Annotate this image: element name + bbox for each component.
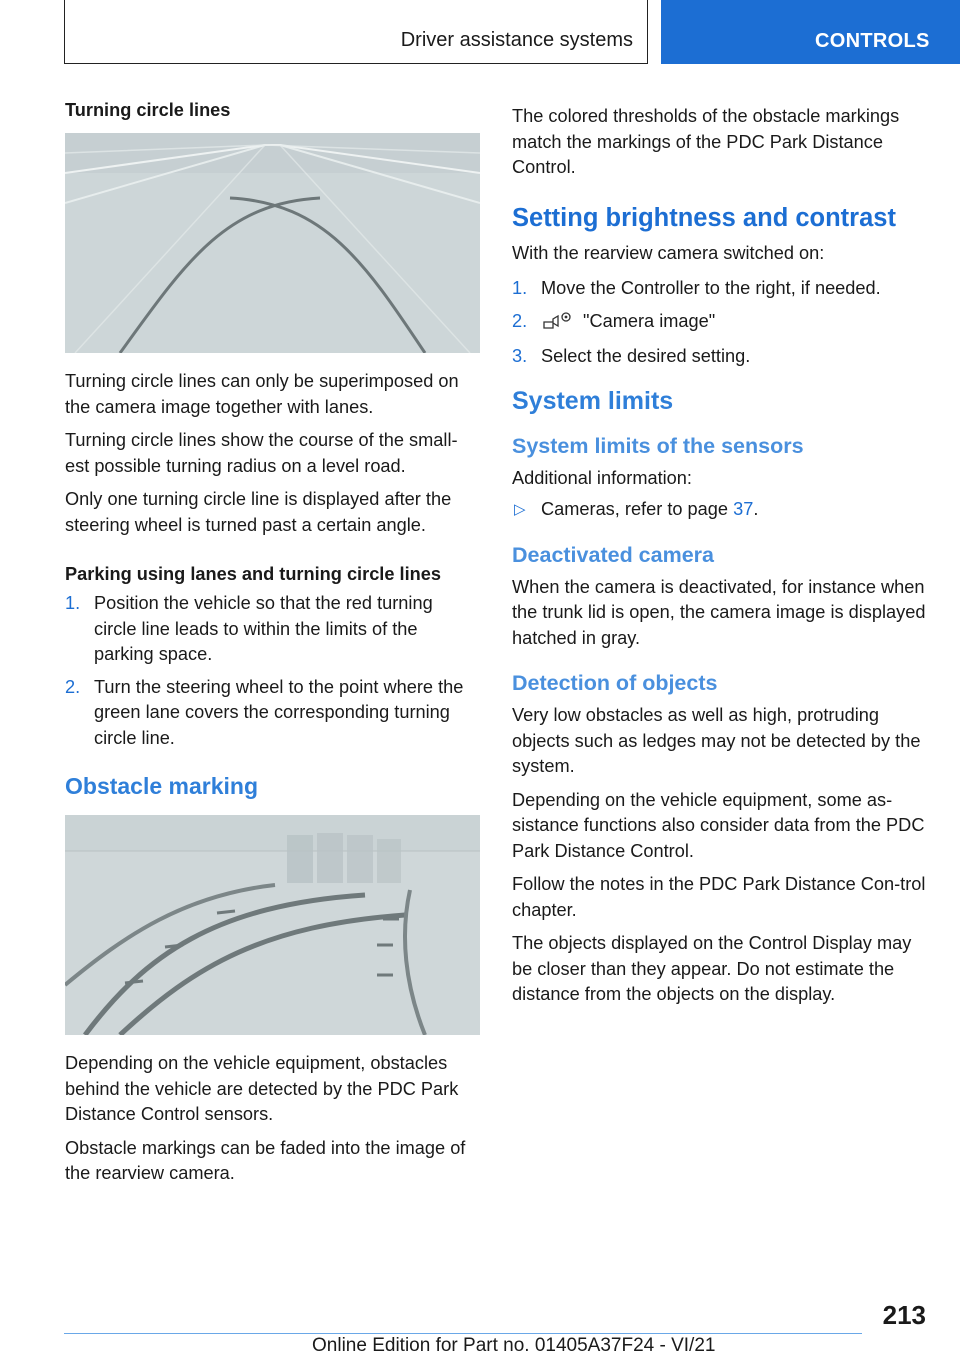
brightness-heading: Setting brightness and contrast [512,203,896,232]
info-bullets [512,497,927,523]
left-column [65,100,480,1195]
system-limits-heading: System limits [512,386,674,415]
footer-edition: Online Edition for Part no. 01405A37F24 - VI/21 [312,1335,716,1356]
right-column [512,104,927,1016]
turning-circle-lines-image [65,133,480,353]
obstacle-p1: Depending on the vehicle equipment, obstacles behind the vehicle are detected by the PDC Park Distance Control sensors. [65,1053,459,1124]
additional-info: Additional information: [512,467,692,488]
turning-p2: Turning circle lines show the course of the small‐est possible turning radius on a level road. [65,430,458,476]
footer-divider [64,1333,862,1334]
parking-steps [65,591,480,751]
list-item: ▷ Cameras, refer to page 37. [512,497,927,523]
list-item: 1. Move the Controller to the right, if needed. [512,278,881,298]
list-item: 2. Turn the steering wheel to the point where the green lane covers the corresponding turning circle line. [65,676,464,748]
page-number: 213 [882,1300,926,1330]
brightness-steps [512,276,927,370]
chapter-tab-label: CONTROLS [815,30,930,52]
obstacle-marking-image [65,815,480,1035]
brightness-intro: With the rearview camera switched on: [512,242,825,263]
detection-heading: Detection of objects [512,671,718,695]
turning-circle-title: Turning circle lines [65,100,231,120]
turning-p1: Turning circle lines can only be superimposed on the camera image together with lanes. [65,371,459,417]
obstacle-marking-heading: Obstacle marking [65,773,259,799]
triangle-bullet-icon: ▷ [514,501,526,518]
chapter-tab [661,0,960,64]
detection-p1: Very low obstacles as well as high, protruding objects such as ledges may not be detected by the system. [512,705,921,776]
section-title: Driver assistance systems [400,29,633,51]
detection-p3: Follow the notes in the PDC Park Distance Con‐trol chapter. [512,874,926,920]
list-item: 3. Select the desired setting. [512,346,751,366]
turning-p3: Only one turning circle line is displayed after the steering wheel is turned past a certain angle. [65,489,452,535]
obstacle-p2: Obstacle markings can be faded into the image of the rearview camera. [65,1137,466,1183]
detection-p2: Depending on the vehicle equipment, some as‐sistance functions also consider data from the PDC Park Distance Control. [512,789,925,861]
camera-settings-icon [541,310,573,338]
parking-title: Parking using lanes and turning circle lines [65,564,441,584]
list-item: 2. "Camera image" [512,309,927,338]
thresholds-paragraph: The colored thresholds of the obstacle markings match the markings of the PDC Park Distance Control. [512,106,900,177]
page-link[interactable]: 37 [733,499,754,519]
deactivated-camera-heading: Deactivated camera [512,542,714,567]
deactivated-text: When the camera is deactivated, for instance when the trunk lid is open, the camera image is displayed hatched in gray. [512,576,926,648]
sensors-heading: System limits of the sensors [512,433,804,458]
list-item: 1. Position the vehicle so that the red turning circle line leads to within the limits of the parking space. [65,593,433,664]
header-section-box [64,0,648,64]
detection-p4: The objects displayed on the Control Display may be closer than they appear. Do not estimate the distance from the objects on the display. [512,933,912,1004]
